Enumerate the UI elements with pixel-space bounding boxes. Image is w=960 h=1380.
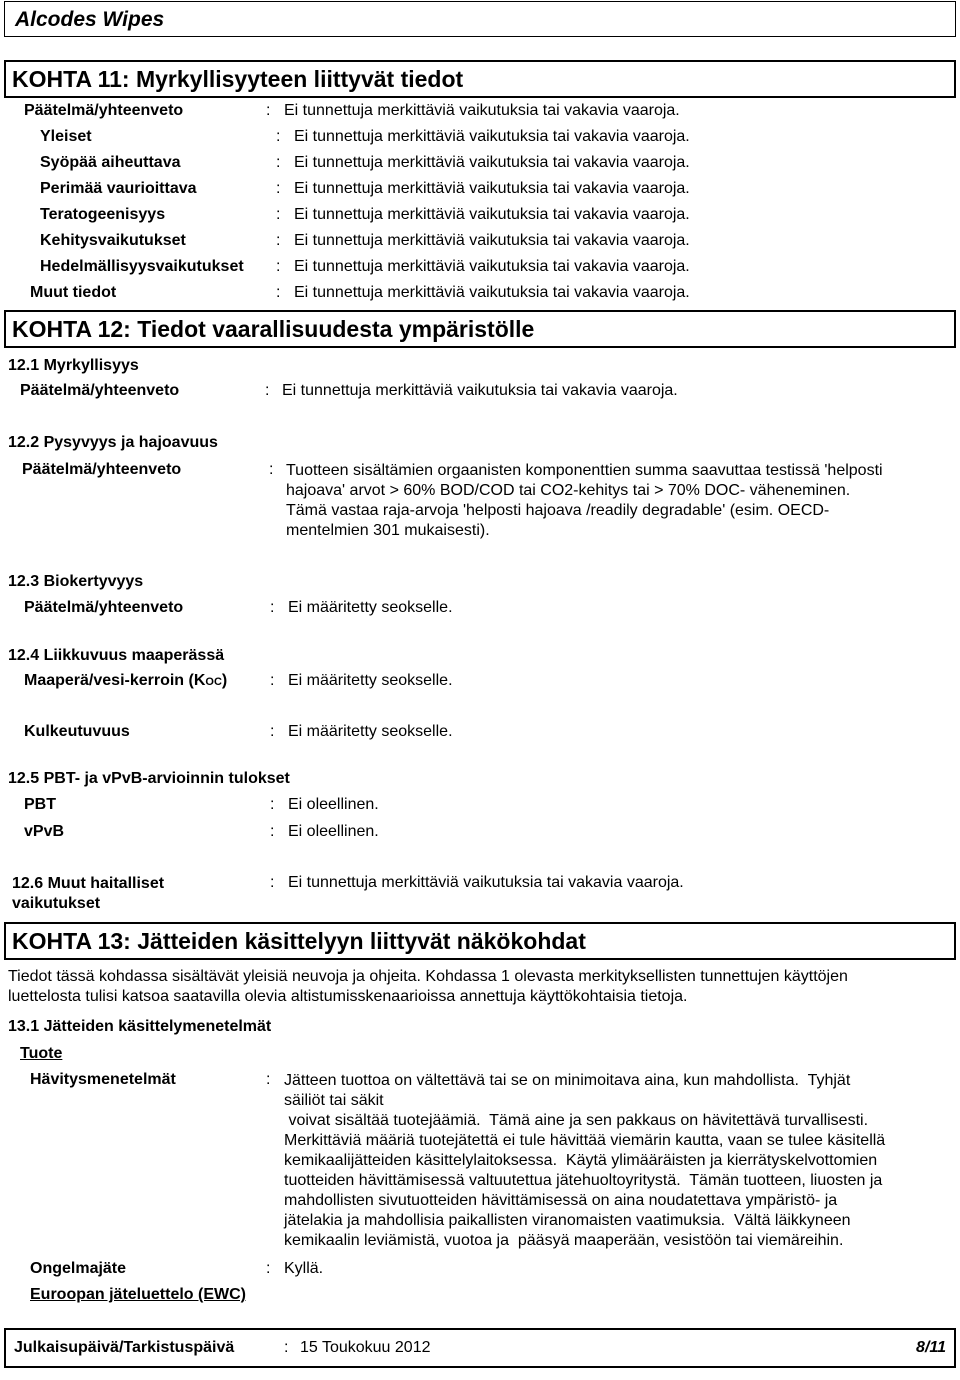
row-label: Päätelmä/yhteenveto (22, 461, 182, 478)
ewc-heading: Euroopan jäteluettelo (EWC) (30, 1286, 246, 1303)
row-label: Syöpää aiheuttava (40, 154, 181, 171)
separator: : (276, 284, 281, 301)
row-label: Kulkeutuvuus (24, 723, 130, 740)
text-line: voivat sisältää tuotejäämiä. Tämä aine ja sen pakkaus on hävitettävä turvallisesti. (284, 1112, 869, 1129)
row-value: Ei määritetty seokselle. (288, 723, 453, 740)
text-line: Jätteen tuottoa on vältettävä tai se on minimoitava aina, kun mahdollista. Tyhjät (284, 1072, 851, 1089)
subsection-12-1-heading: 12.1 Myrkyllisyys (8, 357, 139, 374)
separator: : (270, 672, 275, 689)
text-line: Merkittäviä määriä tuotejätettä ei tule hävittää viemärin kautta, vaan se tulee käsitellä (284, 1132, 886, 1149)
section-11-title: KOHTA 11: Myrkyllisyyteen liittyvät tiedot (12, 66, 464, 92)
text-line: luettelosta tulisi katsoa saatavilla olevia altistumisskenaarioissa annettuja käyttökohtaisia tietoja. (8, 988, 688, 1005)
text-line: Tiedot tässä kohdassa sisältävät yleisiä neuvoja ja ohjeita. Kohdassa 1 olevasta merkityksellisten tunnettujen käyttöjen (8, 968, 848, 985)
subsection-12-6-heading: 12.6 Muut haitalliset vaikutukset (12, 875, 165, 912)
row-value: Ei määritetty seokselle. (288, 599, 453, 616)
subsection-12-3-heading: 12.3 Biokertyvyys (8, 573, 144, 590)
separator: : (276, 232, 281, 249)
subsection-13-1-heading: 13.1 Jätteiden käsittelymenetelmät (8, 1018, 272, 1035)
row-label-koc: Maaperä/vesi-kerroin (KOC) (24, 672, 228, 689)
footer-date: 15 Toukokuu 2012 (300, 1339, 431, 1356)
separator: : (276, 154, 281, 171)
row-label: Hävitysmenetelmät (30, 1071, 176, 1088)
row-value: Ei tunnettuja merkittäviä vaikutuksia tai vakavia vaaroja. (294, 284, 690, 301)
section-12-header (4, 310, 956, 348)
row-value: Kyllä. (284, 1260, 324, 1277)
row-label: Päätelmä/yhteenveto (24, 599, 184, 616)
separator: : (269, 461, 274, 478)
row-label: Päätelmä/yhteenveto (20, 382, 180, 399)
text-line: mahdollisten sivutuotteiden hävittämisessä on aina noudatettava ympäristö- ja (284, 1192, 838, 1209)
row-label: Teratogeenisyys (40, 206, 166, 223)
text-line: mentelmien 301 mukaisesti). (286, 522, 490, 539)
row-value: Ei tunnettuja merkittäviä vaikutuksia tai vakavia vaaroja. (294, 180, 690, 197)
text-line: hajoava' arvot > 60% BOD/COD tai CO2-kehitys tai > 70% DOC- väheneminen. (286, 482, 851, 499)
text-line: kemikaalin leviämistä, vuotoa ja pääsyä maaperään, vesistöön tai viemäreihin. (284, 1232, 844, 1249)
separator: : (270, 796, 275, 813)
separator: : (265, 382, 270, 399)
row-label: Hedelmällisyysvaikutukset (40, 258, 244, 275)
text-line: säiliöt tai säkit (284, 1092, 384, 1109)
section-13-title: KOHTA 13: Jätteiden käsittelyyn liittyvät näkökohdat (12, 928, 586, 954)
row-value: Ei oleellinen. (288, 796, 379, 813)
separator: : (270, 599, 275, 616)
row-label: Päätelmä/yhteenveto (24, 102, 184, 119)
row-value: Ei tunnettuja merkittäviä vaikutuksia tai vakavia vaaroja. (294, 258, 690, 275)
row-value: Ei tunnettuja merkittäviä vaikutuksia tai vakavia vaaroja. (294, 128, 690, 145)
row-label: vPvB (24, 823, 65, 840)
text-line: jätelakia ja mahdollisia paikallisten viranomaisten vaatimuksia. Vältä läikkyneen (284, 1212, 851, 1229)
row-value: Ei tunnettuja merkittäviä vaikutuksia tai vakavia vaaroja. (284, 102, 680, 119)
section-13-intro (8, 967, 956, 1007)
row-value: Ei tunnettuja merkittäviä vaikutuksia tai vakavia vaaroja. (294, 206, 690, 223)
text-line: Tuotteen sisältämien orgaanisten komponenttien summa saavuttaa testissä 'helposti (286, 462, 883, 479)
separator: : (266, 102, 271, 119)
row-label: PBT (24, 796, 56, 813)
row-value: Ei oleellinen. (288, 823, 379, 840)
row-label: Perimää vaurioittava (40, 180, 197, 197)
row-label: Muut tiedot (30, 284, 117, 301)
document-footer (4, 1328, 956, 1368)
subsection-12-4-heading: 12.4 Liikkuvuus maaperässä (8, 647, 225, 664)
row-value: Ei tunnettuja merkittäviä vaikutuksia tai vakavia vaaroja. (294, 232, 690, 249)
row-label: Ongelmajäte (30, 1260, 127, 1277)
row-label: Yleiset (40, 128, 92, 145)
row-value: Ei määritetty seokselle. (288, 672, 453, 689)
page-number: 8/11 (916, 1339, 946, 1356)
product-subheading: Tuote (20, 1045, 63, 1062)
product-name: Alcodes Wipes (15, 8, 165, 31)
separator: : (266, 1071, 271, 1088)
subsection-12-5-heading: 12.5 PBT- ja vPvB-arvioinnin tulokset (8, 770, 290, 787)
separator: : (270, 723, 275, 740)
row-value: Ei tunnettuja merkittäviä vaikutuksia tai vakavia vaaroja. (288, 874, 684, 891)
section-11-header (4, 60, 956, 98)
biodegradability-text (286, 461, 956, 541)
row-label: Kehitysvaikutukset (40, 232, 186, 249)
separator: : (276, 180, 281, 197)
section-13-header (4, 922, 956, 960)
separator: : (284, 1339, 289, 1356)
separator: : (276, 206, 281, 223)
text-line: kemikaalijätteiden käsittelylaitoksessa. Käytä ylimääräisten ja kierrätyskelvottomien (284, 1152, 878, 1169)
separator: : (276, 258, 281, 275)
section-12-title: KOHTA 12: Tiedot vaarallisuudesta ympäristölle (12, 316, 535, 342)
text-line: tuotteiden hävittämisessä valtuutettua jätehuoltoyritystä. Tämän tuotteen, liuosten ja (284, 1172, 883, 1189)
row-value: Ei tunnettuja merkittäviä vaikutuksia tai vakavia vaaroja. (294, 154, 690, 171)
row-value: Ei tunnettuja merkittäviä vaikutuksia tai vakavia vaaroja. (282, 382, 678, 399)
separator: : (276, 128, 281, 145)
subsection-12-2-heading: 12.2 Pysyvyys ja hajoavuus (8, 434, 218, 451)
text-line: Tämä vastaa raja-arvoja 'helposti hajoava /readily degradable' (esim. OECD- (286, 502, 830, 519)
document-header (4, 1, 956, 37)
separator: : (270, 823, 275, 840)
separator: : (270, 874, 275, 891)
disposal-methods-text (284, 1071, 956, 1251)
footer-date-label: Julkaisupäivä/Tarkistuspäivä (14, 1339, 235, 1356)
separator: : (266, 1260, 271, 1277)
